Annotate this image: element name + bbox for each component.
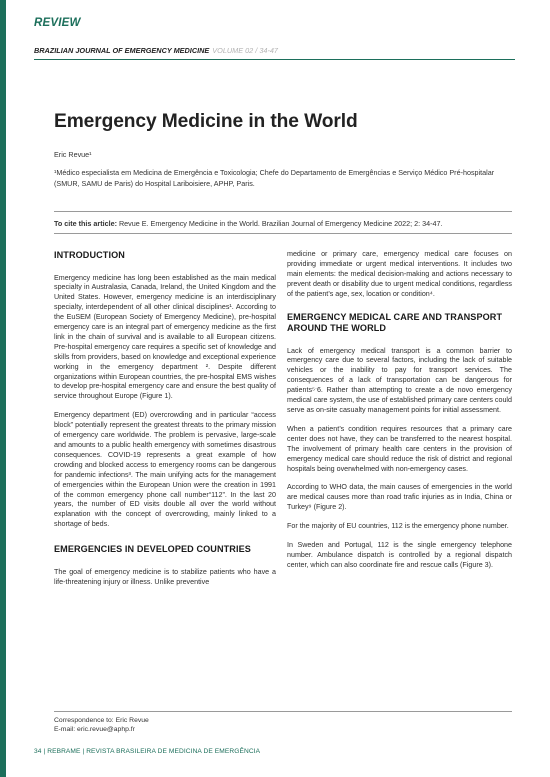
- side-accent-bar: [0, 0, 6, 777]
- introduction-heading: INTRODUCTION: [54, 250, 125, 260]
- citation: [54, 219, 514, 228]
- developed-countries-paragraph: The goal of emergency medicine is to stabilize patients who have a life-threatening injury or illness. Unlike preventive: [54, 567, 276, 586]
- citation-text: Revue E. Emergency Medicine in the World. Brazilian Journal of Emergency Medicine 2022; 2: 34-47.: [116, 219, 443, 228]
- developed-countries-heading: EMERGENCIES IN DEVELOPED COUNTRIES: [54, 544, 251, 555]
- cite-rule-bottom: [54, 233, 512, 234]
- correspondence-label: Correspondence to: Eric Revue: [54, 717, 149, 724]
- header-rule: [34, 59, 515, 60]
- page-footer: 34 | REBRAME | REVISTA BRASILEIRA DE MEDICINA DE EMERGÊNCIA: [34, 748, 261, 755]
- journal-volume: VOLUME 02 / 34-47: [212, 46, 278, 55]
- right-column: [287, 250, 512, 580]
- citation-label: To cite this article:: [54, 219, 117, 228]
- cite-rule-top: [54, 211, 512, 212]
- article-title: Emergency Medicine in the World: [54, 111, 358, 132]
- introduction-paragraph-2: Emergency department (ED) overcrowding and in particular “access block” potentially represent the greatest threats to the primary mission of emergency care worldwide. The problem is pervasive, large-scale and amounts to a public health emergency with sometimes disastrous consequences. COVID-19 represents a great example of how crowding and blocked access to emergency rooms can be dangerous for pandemic infections³. The main unifying acts for the management of emergencies within the European Union were the creation in 1991 of the common emergency phone call number“112”. In the last 20 years, the number of ED visits double all over the world without explanation with the concept of overcrowding, mainly linked to a shortage of beds.: [54, 411, 276, 529]
- affiliation: ¹Médico especialista em Medicina de Emergência e Toxicologia; Chefe do Departamento de Emergências e Serviço Médico Pré-hospitalar (SMUR, SAMU de Paris) do Hospital Lariboisiere, APHP, Paris.: [54, 168, 495, 188]
- author: Eric Revue¹: [54, 150, 92, 159]
- introduction-paragraph-1: Emergency medicine has long been established as the main medical specialty in Australasia, Canada, Ireland, the United Kingdom and the United States. However, emergency medicine is an interdisciplinary specialty, interdependent of all other clinical disciplines¹. According to the EuSEM (European Society of Emergency Medicine), pre-hospital emergency care is an integral part of emergency medicine as the first link in the chain of survival and is available to all European citizens. Pre-hospital emergency care requires a specific set of knowledge and skills from providers, based on knowledge and exceptional experience working in the emergency department ². Despite different organizations within European countries, the pre-hospital EMS wishes to develop pre-hospital emergency care and ensure the best quality of service throughout Europe (Figure 1).: [54, 273, 276, 401]
- transport-paragraph-3: According to WHO data, the main causes of emergencies in the world are medical causes more than road trafic injuries as in India, China or Turkey⁹ (Figure 2).: [287, 483, 512, 512]
- transport-paragraph-2: When a patient’s condition requires resources that a primary care center does not have, they can be transferred to the nearest hospital. The involvement of primary health care centers in the provision of emergency medical care should reduce the risk of district and regional hospitals being overwhelmed with non-emergency cases.: [287, 424, 512, 473]
- left-column: [54, 250, 276, 596]
- continued-paragraph: medicine or primary care, emergency medical care focuses on providing immediate or urgent medical interventions. It includes two main elements: the medical decision-making and actions necessary to prevent death or disability due to urgent medical conditions, regardless of the patient’s age, sex, location or condition⁴.: [287, 250, 512, 298]
- transport-paragraph-1: Lack of emergency medical transport is a common barrier to emergency care due to several factors, including the lack of suitable vehicles or the inability to pay for transport services. The consequences of a lack of transportation can be dangerous for patients⁵ˑ6. Rather than attempting to create a de novo emergency medical care system, the use of established primary care centers could serve as on-site casualty management points for initial assessment.: [287, 346, 512, 414]
- section-label: REVIEW: [34, 17, 81, 29]
- transport-paragraph-5: In Sweden and Portugal, 112 is the single emergency telephone number. Ambulance dispatch is controlled by a regional dispatch center, which can also coordinate fire and rescue calls (Figure 3).: [287, 541, 512, 569]
- correspondence-email[interactable]: E-mail: eric.revue@aphp.fr: [54, 726, 135, 734]
- journal-name: BRAZILIAN JOURNAL OF EMERGENCY MEDICINE: [34, 46, 210, 55]
- transport-paragraph-4: For the majority of EU countries, 112 is the emergency phone number.: [287, 522, 509, 531]
- transport-heading: EMERGENCY MEDICAL CARE AND TRANSPORT AROUND THE WORLD: [287, 311, 503, 334]
- correspondence: [54, 716, 149, 735]
- journal-line: [34, 46, 515, 58]
- correspondence-rule: [54, 711, 512, 712]
